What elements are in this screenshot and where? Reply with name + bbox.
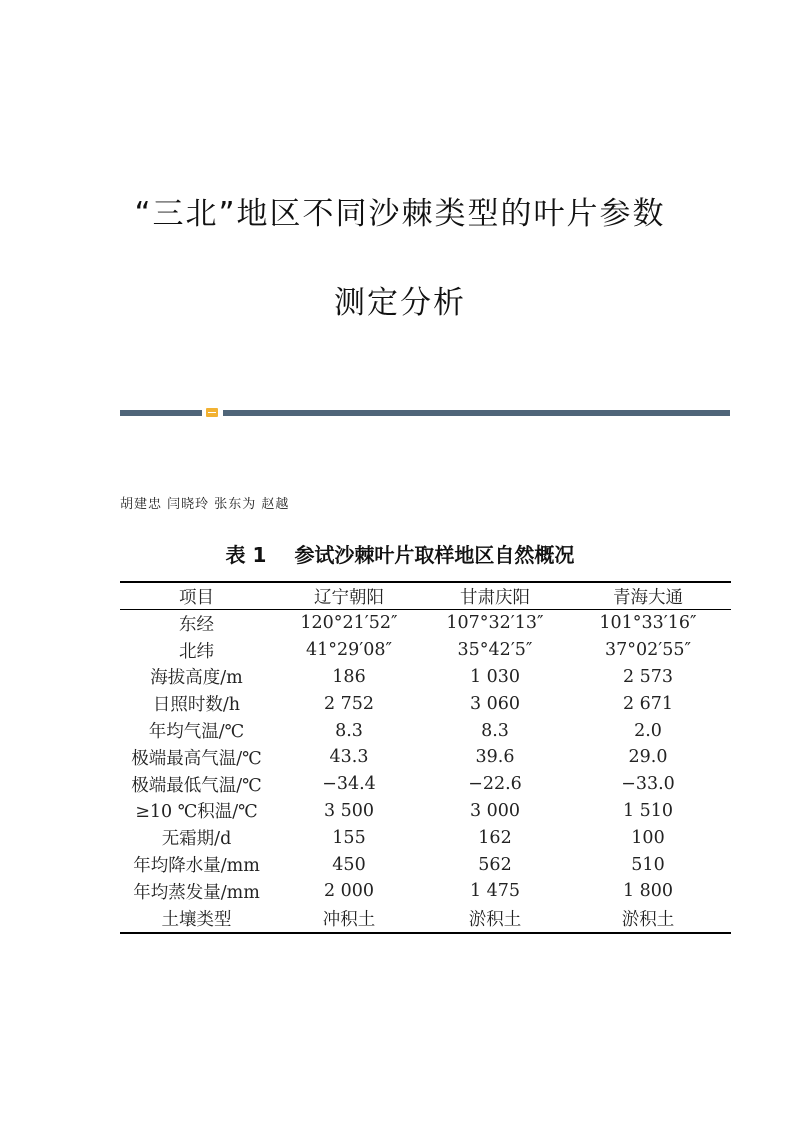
cell-value: 186: [332, 666, 366, 687]
row-label: 极端最高气温/℃: [131, 748, 262, 769]
cell-value: −34.4: [322, 774, 376, 795]
table-row: [120, 610, 731, 637]
row-label: 极端最低气温/℃: [131, 775, 262, 796]
cell-value: 37°02′55″: [604, 640, 692, 661]
table-caption-number: 表 1: [225, 543, 267, 567]
cell-value: 1 030: [469, 666, 521, 687]
cell-value: 39.6: [475, 747, 515, 768]
row-label: 年均降水量/mm: [133, 856, 260, 877]
cell-value: 2 671: [622, 693, 674, 714]
cell-value: 3 060: [469, 693, 521, 714]
cell-value: 562: [478, 854, 512, 875]
row-label: 土壤类型: [120, 905, 273, 933]
row-label: 年均气温/℃: [148, 722, 245, 743]
row-label: 年均蒸发量/mm: [133, 882, 260, 903]
table-row: [120, 851, 731, 878]
cell-value: 3 500: [323, 800, 375, 821]
cell-value: 淤积土: [565, 905, 731, 933]
divider-bar-right: [223, 410, 730, 416]
cell-value: −22.6: [468, 774, 522, 795]
cell-value: 41°29′08″: [305, 640, 393, 661]
cell-value: 1 510: [622, 800, 674, 821]
row-label: ≥10 ℃积温/℃: [135, 802, 258, 823]
table-row: [120, 798, 731, 825]
cell-value: 冲积土: [273, 905, 425, 933]
cell-value: 100: [631, 827, 665, 848]
header-datong: 青海大通: [565, 582, 731, 610]
divider-bar-left: [120, 410, 202, 416]
cell-value: 107°32′13″: [446, 613, 544, 634]
cell-value: 2 752: [323, 693, 375, 714]
table-caption: [0, 539, 800, 568]
cell-value: 162: [478, 827, 512, 848]
row-label: 日照时数/h: [152, 695, 241, 716]
row-label: 海拔高度/m: [150, 668, 243, 689]
cell-value: 155: [332, 827, 366, 848]
table-row: [120, 744, 731, 771]
cell-value: 8.3: [335, 720, 363, 741]
cell-value: 淤积土: [425, 905, 565, 933]
cell-value: 2 000: [323, 881, 375, 902]
table-row: [120, 690, 731, 717]
cell-value: 1 475: [469, 881, 521, 902]
cell-value: 1 800: [622, 881, 674, 902]
divider-marker-icon: [206, 408, 218, 417]
table-row: [120, 905, 731, 933]
header-item: 项目: [120, 582, 273, 610]
document-title-line-1: “三北”地区不同沙棘类型的叶片参数: [134, 196, 666, 232]
cell-value: 120°21′52″: [300, 613, 398, 634]
header-qingyang: 甘肃庆阳: [425, 582, 565, 610]
table-row: [120, 824, 731, 851]
cell-value: 3 000: [469, 800, 521, 821]
cell-value: 2.0: [634, 720, 662, 741]
title-divider: [120, 408, 730, 417]
row-label: 无霜期/d: [161, 829, 232, 850]
author-list: 胡建忠 闫晓玲 张东为 赵越: [120, 497, 290, 512]
site-conditions-table: [120, 581, 731, 934]
header-chaoyang: 辽宁朝阳: [273, 582, 425, 610]
cell-value: 101°33′16″: [599, 613, 697, 634]
table-caption-text: 参试沙棘叶片取样地区自然概况: [294, 543, 575, 567]
cell-value: 8.3: [481, 720, 509, 741]
table-header-row: [120, 582, 731, 610]
table-row: [120, 637, 731, 664]
table-row: [120, 878, 731, 905]
row-label: 东经: [179, 614, 214, 635]
table-row: [120, 717, 731, 744]
table-row: [120, 664, 731, 691]
cell-value: 35°42′5″: [457, 640, 533, 661]
table-row: [120, 771, 731, 798]
cell-value: 29.0: [628, 747, 668, 768]
row-label: 北纬: [179, 641, 214, 662]
document-title-line-2: 测定分析: [334, 285, 466, 321]
cell-value: 510: [631, 854, 665, 875]
cell-value: 2 573: [622, 666, 674, 687]
cell-value: 450: [332, 854, 366, 875]
cell-value: 43.3: [329, 747, 369, 768]
cell-value: −33.0: [621, 774, 675, 795]
